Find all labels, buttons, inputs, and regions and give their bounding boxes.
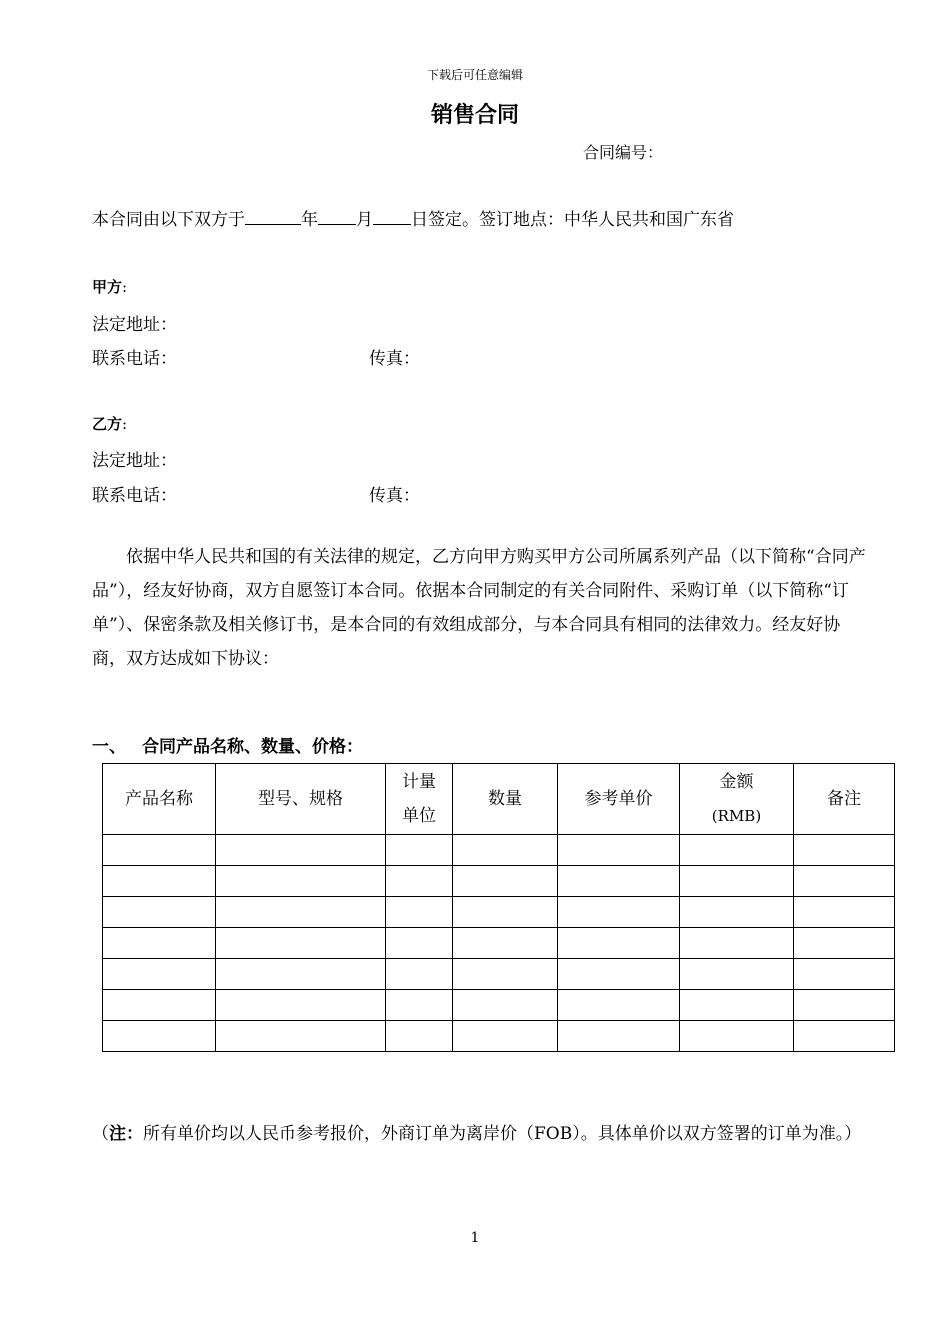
table-cell[interactable] (680, 835, 794, 866)
table-cell[interactable] (680, 1021, 794, 1052)
day-blank[interactable] (373, 208, 411, 225)
table-cell[interactable] (386, 897, 453, 928)
table-cell[interactable] (558, 928, 680, 959)
table-cell[interactable] (453, 835, 558, 866)
page-number: 1 (470, 1230, 480, 1246)
table-cell[interactable] (453, 1021, 558, 1052)
party-a-address-label: 法定地址： (92, 315, 177, 335)
party-a-colon: : (122, 278, 128, 296)
table-cell[interactable] (794, 928, 895, 959)
month-blank[interactable] (318, 208, 356, 225)
table-cell[interactable] (453, 928, 558, 959)
table-cell[interactable] (453, 990, 558, 1021)
table-cell[interactable] (680, 990, 794, 1021)
signing-prefix: 本合同由以下双方于 (92, 210, 245, 230)
product-table (102, 763, 895, 1052)
table-cell[interactable] (558, 990, 680, 1021)
header-quantity: 数量 (453, 764, 558, 835)
table-cell[interactable] (794, 866, 895, 897)
table-cell[interactable] (794, 1021, 895, 1052)
header-product-name: 产品名称 (103, 764, 216, 835)
table-cell[interactable] (216, 835, 386, 866)
table-cell[interactable] (386, 990, 453, 1021)
party-b-address-label: 法定地址： (92, 451, 177, 471)
table-row (103, 1021, 895, 1052)
table-cell[interactable] (453, 959, 558, 990)
intro-paragraph: 依据中华人民共和国的有关法律的规定，乙方向甲方购买甲方公司所属系列产品（以下简称“合同产品”），经友好协商，双方自愿签订本合同。依据本合同制定的有关合同附件、采购订单（以下简称“订单”）、保密条款及相关修订书，是本合同的有效组成部分，与本合同具有相同的法律效力。经友好协商，双方达成如下协议： (92, 547, 866, 669)
table-cell[interactable] (216, 897, 386, 928)
table-cell[interactable] (103, 959, 216, 990)
party-b-fax-label: 传真： (369, 486, 420, 506)
table-cell[interactable] (558, 866, 680, 897)
header-reference-price: 参考单价 (558, 764, 680, 835)
table-cell[interactable] (103, 897, 216, 928)
table-header-row (103, 764, 895, 835)
table-cell[interactable] (386, 959, 453, 990)
signing-suffix: 日签定。签订地点：中华人民共和国广东省 (411, 210, 734, 230)
party-b-colon: : (122, 415, 128, 433)
note-label: 注： (109, 1124, 143, 1144)
table-row (103, 866, 895, 897)
table-cell[interactable] (103, 928, 216, 959)
header-unit: 计量 单位 (386, 764, 453, 835)
table-cell[interactable] (558, 835, 680, 866)
table-cell[interactable] (680, 866, 794, 897)
party-b-phone-label: 联系电话： (92, 486, 177, 506)
party-a-heading (92, 276, 127, 297)
contract-number-label: 合同编号： (583, 143, 664, 162)
table-cell[interactable] (216, 959, 386, 990)
note-open-paren: （ (92, 1124, 109, 1144)
table-cell[interactable] (558, 897, 680, 928)
table-cell[interactable] (453, 866, 558, 897)
price-note (92, 1117, 867, 1151)
party-b-label: 乙方 (92, 415, 123, 433)
table-cell[interactable] (103, 1021, 216, 1052)
table-cell[interactable] (216, 1021, 386, 1052)
section-1-number: 一、 (92, 737, 126, 757)
month-label: 月 (356, 210, 373, 230)
table-row (103, 928, 895, 959)
table-cell[interactable] (386, 835, 453, 866)
table-cell[interactable] (794, 897, 895, 928)
table-cell[interactable] (103, 866, 216, 897)
header-model-spec: 型号、规格 (216, 764, 386, 835)
table-cell[interactable] (794, 959, 895, 990)
header-amount: 金额 (RMB) (680, 764, 794, 835)
table-cell[interactable] (794, 835, 895, 866)
party-a-fax-label: 传真： (369, 349, 420, 369)
table-cell[interactable] (216, 928, 386, 959)
table-row (103, 897, 895, 928)
party-b-heading (92, 413, 127, 434)
table-cell[interactable] (558, 1021, 680, 1052)
section-1-title: 合同产品名称、数量、价格： (142, 737, 363, 757)
year-blank[interactable] (245, 208, 301, 225)
table-cell[interactable] (386, 1021, 453, 1052)
party-a-label: 甲方 (92, 278, 123, 296)
table-row (103, 959, 895, 990)
document-title: 销售合同 (430, 103, 519, 128)
table-cell[interactable] (558, 959, 680, 990)
section-1-heading (92, 732, 363, 757)
header-remarks: 备注 (794, 764, 895, 835)
table-row (103, 990, 895, 1021)
table-cell[interactable] (103, 990, 216, 1021)
table-cell[interactable] (386, 866, 453, 897)
header-note: 下载后可任意编辑 (426, 68, 523, 82)
note-text: 所有单价均以人民币参考报价，外商订单为离岸价（FOB）。具体单价以双方签署的订单为准。） (143, 1124, 862, 1144)
table-cell[interactable] (680, 928, 794, 959)
table-cell[interactable] (216, 866, 386, 897)
table-cell[interactable] (216, 990, 386, 1021)
table-row (103, 835, 895, 866)
signing-line (92, 205, 734, 230)
table-cell[interactable] (103, 835, 216, 866)
year-label: 年 (301, 210, 318, 230)
table-cell[interactable] (453, 897, 558, 928)
party-a-phone-label: 联系电话： (92, 349, 177, 369)
table-cell[interactable] (794, 990, 895, 1021)
table-cell[interactable] (386, 928, 453, 959)
table-cell[interactable] (680, 897, 794, 928)
table-cell[interactable] (680, 959, 794, 990)
